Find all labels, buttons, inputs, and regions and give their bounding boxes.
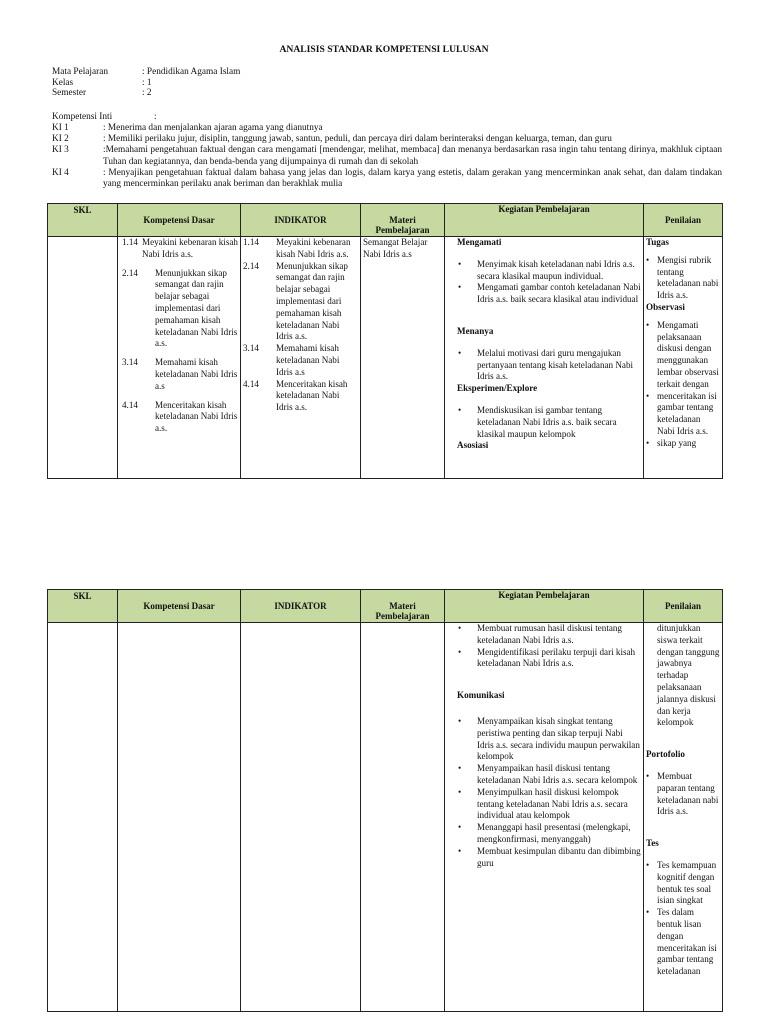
kd-number: 4.14 (122, 399, 138, 410)
meta-row-mata-pelajaran (52, 67, 352, 78)
cell-kegiatan (445, 237, 644, 479)
kegiatan-heading-menanya: Menanya (457, 325, 494, 336)
analysis-table-page-2 (47, 589, 723, 1012)
header-kegiatan: Kegiatan Pembelajaran (445, 590, 644, 623)
kd-text: Menunjukkan sikap semangat dan rajin belajar sebagai implementasi dari pemahaman kisah keteladanan Nabi Idris a.s. (155, 267, 238, 349)
cell-skl (48, 623, 118, 1012)
list-item: • sikap yang (646, 438, 720, 450)
indikator-item (243, 343, 358, 378)
tes-list (646, 860, 720, 978)
ki-item-3 (52, 145, 722, 167)
ki-item-1 (52, 123, 722, 134)
meta-label: Mata Pelajaran (52, 67, 109, 77)
ki-heading-colon: : (154, 112, 157, 122)
cell-kegiatan (445, 623, 644, 1012)
observasi-list (646, 320, 720, 450)
header-skl: SKL (48, 590, 118, 623)
indikator-item (243, 261, 358, 344)
cell-indikator (241, 623, 361, 1012)
list-item: • Mendiskusikan isi gambar tentang keteladanan Nabi Idris a.s. baik secara klasikal maupun kelompok (457, 405, 641, 440)
penilaian-heading-tes: Tes (646, 838, 659, 849)
komunikasi-list (457, 716, 641, 869)
penilaian-heading-portofolio: Portofolio (646, 749, 685, 760)
list-item: • Menyampaikan kisah singkat tentang peristiwa penting dan sikap terpuji Nabi Idris a.s. secara individu maupun perwakilan kelompok (457, 716, 641, 763)
table-row (48, 623, 723, 1012)
ki-code: KI 4 (52, 167, 69, 178)
table-row (48, 237, 723, 479)
header-skl: SKL (48, 204, 118, 237)
indikator-number: 4.14 (243, 378, 259, 389)
kegiatan-heading-mengamati: Mengamati (457, 237, 502, 247)
list-item: • menceritakan isi gambar tentang keteladanan Nabi Idris a.s. (646, 391, 720, 438)
page-title: ANALISIS STANDAR KOMPETENSI LULUSAN (279, 44, 489, 55)
kd-text: Memahami kisah keteladanan Nabi Idris a.s (155, 357, 238, 391)
table-header-row (48, 204, 723, 237)
ki-code: KI 1 (52, 123, 69, 133)
ki-heading (52, 112, 722, 123)
list-item: • Menanggapi hasil presentasi (melengkapi, mengkonfirmasi, menyanggah) (457, 822, 641, 846)
tugas-list (646, 255, 720, 302)
indikator-item (243, 237, 358, 261)
list-item: • Membuat rumusan hasil diskusi tentang keteladanan Nabi Idris a.s. (457, 623, 641, 647)
kd-number: 2.14 (122, 267, 138, 278)
list-item: • Menyampaikan hasil diskusi tentang keteladanan Nabi Idris a.s. secara kelompok (457, 763, 641, 787)
header-materi: Materi Pembelajaran (361, 204, 445, 237)
cell-materi (361, 237, 445, 479)
ki-code: KI 3 (52, 145, 69, 156)
cell-indikator (241, 237, 361, 479)
header-penilaian: Penilaian (644, 590, 723, 623)
menanya-list (457, 348, 641, 383)
list-item: • Mengidentifikasi perilaku terpuji dari kisah keteladanan Nabi Idris a.s. (457, 647, 641, 671)
list-item: • Mengisi rubrik tentang keteladanan nabi Idris a.s. (646, 255, 720, 302)
cell-kompetensi-dasar (118, 237, 241, 479)
kd-text: Menceritakan kisah keteladanan Nabi Idris a.s. (155, 399, 238, 434)
header-materi: Materi Pembelajaran (361, 590, 445, 623)
analysis-table-page-1 (47, 203, 723, 479)
list-item: • Menyimak kisah keteladanan nabi Idris a.s. secara klasikal maupun individual. (457, 259, 641, 283)
kegiatan-heading-eksperimen: Eksperimen/Explore (457, 383, 538, 394)
header-kompetensi-dasar: Kompetensi Dasar (118, 590, 241, 623)
kd-number: 3.14 (122, 357, 138, 368)
indikator-text: Menceritakan kisah keteladanan Nabi Idris a.s. (276, 378, 348, 413)
indikator-text: Meyakini kebenaran kisah Nabi Idris a.s. (276, 237, 351, 259)
portofolio-list (646, 771, 720, 818)
subject-meta (52, 67, 352, 99)
cell-kompetensi-dasar (118, 623, 241, 1012)
indikator-text: Memahami kisah keteladanan Nabi Idris a.s (276, 343, 340, 377)
penilaian-heading-tugas: Tugas (646, 237, 669, 247)
indikator-number: 1.14 (243, 237, 259, 247)
kd-item (120, 268, 238, 351)
header-penilaian: Penilaian (644, 204, 723, 237)
asosiasi-list (457, 623, 641, 670)
list-item: • Tes kemampuan kognitif dengan bentuk tes soal isian singkat (646, 860, 720, 907)
materi-text: Semangat Belajar Nabi Idris a.s (363, 237, 428, 259)
ki-text: : Memiliki perilaku jujur, disiplin, tanggung jawab, santun, peduli, dan percaya diri dalam berinteraksi dengan keluarga, teman, dan guru (103, 134, 612, 145)
ki-heading-label: Kompetensi Inti (52, 112, 113, 122)
header-indikator: INDIKATOR (241, 204, 361, 237)
meta-row-semester (52, 88, 352, 99)
mengamati-list (457, 259, 641, 306)
ki-item-2 (52, 134, 722, 145)
kd-item (120, 357, 238, 392)
kegiatan-heading-komunikasi: Komunikasi (457, 690, 505, 701)
kegiatan-heading-asosiasi: Asosiasi (457, 440, 489, 451)
cell-penilaian (644, 623, 723, 1012)
indikator-number: 3.14 (243, 343, 259, 354)
penilaian-heading-observasi: Observasi (646, 301, 685, 312)
list-item: • Membuat paparan tentang keteladanan nabi Idris a.s. (646, 771, 720, 818)
ki-item-4 (52, 168, 722, 190)
eksperimen-list (457, 405, 641, 440)
kd-text: Meyakini kebenaran kisah Nabi Idris a.s. (142, 237, 238, 259)
indikator-text: Menunjukkan sikap semangat dan rajin belajar sebagai implementasi dari pemahaman kisah keteladanan Nabi Idris a.s. (276, 260, 348, 342)
list-item: • Mengamati pelaksanaan diskusi dengan menggunakan lembar observasi terkait dengan (646, 320, 720, 391)
list-item: • Tes dalam bentuk lisan dengan menceritakan isi gambar tentang keteladanan (646, 907, 720, 978)
list-item: • Melalui motivasi dari guru mengajukan pertanyaan tentang kisah keteladanan Nabi Idris a.s. (457, 348, 641, 383)
meta-value: : Pendidikan Agama Islam (142, 67, 241, 77)
indikator-number: 2.14 (243, 260, 259, 271)
kompetensi-inti-section (52, 112, 722, 190)
table-header-row (48, 590, 723, 623)
meta-value: : 2 (142, 88, 152, 98)
list-item: • Mengamati gambar contoh keteladanan Nabi Idris a.s. baik secara klasikal atau individual (457, 282, 641, 306)
kd-number: 1.14 (122, 237, 138, 247)
meta-label: Semester (52, 88, 87, 98)
list-item: • Membuat kesimpulan dibantu dan dibimbing guru (457, 846, 641, 870)
ki-text: : Menyajikan pengetahuan faktual dalam bahasa yang jelas dan logis, dalam karya yang estetis, dalam gerakan yang mencerminkan anak sehat, dan dalam tindakan yang mencerminkan perilaku anak beriman dan berakhlak mulia (103, 167, 722, 190)
kd-item (120, 237, 238, 261)
header-indikator: INDIKATOR (241, 590, 361, 623)
meta-row-kelas (52, 78, 352, 89)
cell-skl (48, 237, 118, 479)
kd-item (120, 400, 238, 435)
list-item: • Menyimpulkan hasil diskusi kelompok tentang keteladanan Nabi Idris a.s. secara individual atau kelompok (457, 787, 641, 822)
header-kegiatan: Kegiatan Pembelajaran (445, 204, 644, 237)
cell-penilaian (644, 237, 723, 479)
observasi-continuation: ditunjukkan siswa terkait dengan tanggung jawabnya terhadap pelaksanaan jalannya diskusi dan kerja kelompok (657, 623, 720, 728)
indikator-item (243, 379, 358, 414)
ki-text: : Menerima dan menjalankan ajaran agama yang dianutnya (103, 123, 323, 133)
header-kompetensi-dasar: Kompetensi Dasar (118, 204, 241, 237)
cell-materi (361, 623, 445, 1012)
ki-text: :Memahami pengetahuan faktual dengan cara mengamati [mendengar, melihat, membaca] dan menanya berdasarkan rasa ingin tahu tentang dirinya, makhluk ciptaan Tuhan dan kegiatannya, dan benda-benda yang dijumpainya di rumah dan di sekolah (103, 145, 722, 167)
meta-value: : 1 (142, 77, 152, 88)
ki-code: KI 2 (52, 134, 69, 145)
meta-label: Kelas (52, 77, 74, 88)
